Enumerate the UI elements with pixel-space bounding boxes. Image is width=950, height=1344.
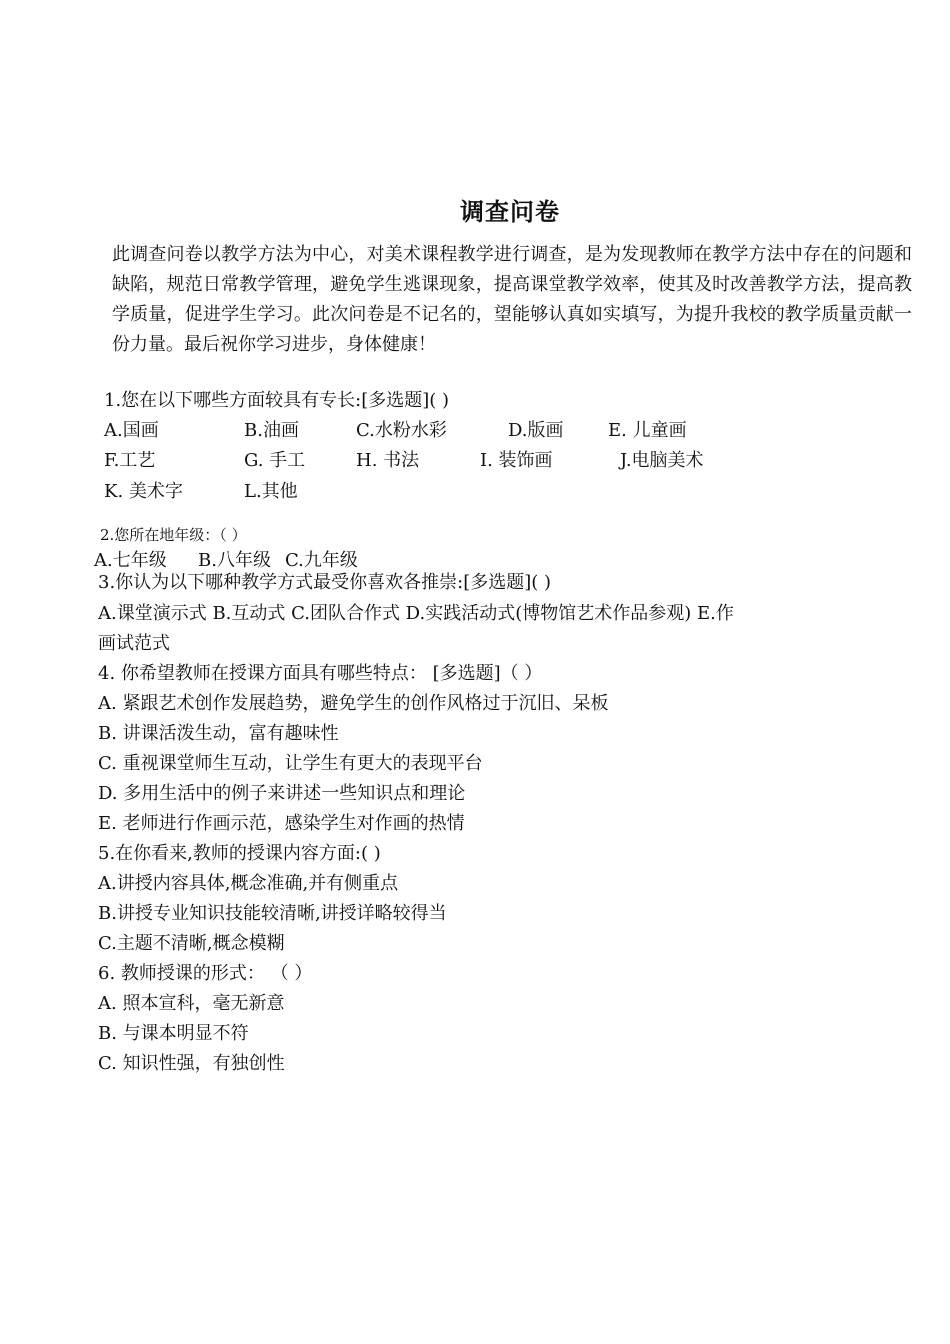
q1-option-g: G. 手工 — [244, 450, 306, 471]
intro-paragraph: 此调查问卷以教学方法为中心，对美术课程教学进行调查，是为发现教师在教学方法中存在的问题和缺陷，规范日常教学管理，避免学生逃课现象，提高课堂教学效率，使其及时改善教学方法，提高教学质量，促进学生学习。此次问卷是不记名的，望能够认真如实填写，为提升我校的教学质量贡献一份力量。最后祝你学习进步，身体健康！ — [112, 244, 912, 355]
question-6: 6. 教师授课的形式： （ ） — [98, 963, 313, 984]
question-2: 2.您所在地年级：（ ） — [100, 526, 247, 544]
q1-option-l: L.其他 — [244, 481, 298, 502]
question-1: 1.您在以下哪些方面较具有专长:[多选题]( ) — [104, 390, 450, 411]
question-3: 3.你认为以下哪种教学方式最受你喜欢各推崇:[多选题]( ) — [98, 572, 552, 593]
q1-option-a: A.国画 — [104, 420, 159, 441]
q3-options-line-2: 画试范式 — [98, 633, 170, 654]
q1-option-e: E. 儿童画 — [608, 420, 687, 441]
page-title: 调查问卷 — [460, 197, 560, 226]
q6-option-a: A. 照本宣科，毫无新意 — [98, 993, 285, 1014]
q6-option-c: C. 知识性强，有独创性 — [98, 1053, 285, 1074]
q1-option-k: K. 美术字 — [104, 481, 183, 502]
q6-option-b: B. 与课本明显不符 — [98, 1023, 249, 1044]
q2-option-c: C.九年级 — [285, 550, 358, 571]
q3-options-line-1: A.课堂演示式 B.互动式 C.团队合作式 D.实践活动式(博物馆艺术作品参观) E.作 — [98, 603, 734, 624]
q1-option-h: H. 书法 — [356, 450, 420, 471]
q5-option-c: C.主题不清晰,概念模糊 — [98, 933, 285, 954]
q5-option-a: A.讲授内容具体,概念准确,并有侧重点 — [98, 873, 399, 894]
q1-option-f: F.工艺 — [104, 450, 156, 471]
q2-option-a: A.七年级 — [94, 550, 167, 571]
q4-option-b: B. 讲课活泼生动，富有趣味性 — [98, 723, 339, 744]
q4-option-e: E. 老师进行作画示范，感染学生对作画的热情 — [98, 813, 465, 834]
q4-option-a: A. 紧跟艺术创作发展趋势，避免学生的创作风格过于沉旧、呆板 — [98, 693, 609, 714]
q5-option-b: B.讲授专业知识技能较清晰,讲授详略较得当 — [98, 903, 447, 924]
q4-option-c: C. 重视课堂师生互动，让学生有更大的表现平台 — [98, 753, 483, 774]
question-5: 5.在你看来,教师的授课内容方面:( ) — [98, 843, 381, 864]
q1-option-j: J.电脑美术 — [620, 450, 704, 471]
q1-option-i: I. 装饰画 — [480, 450, 553, 471]
q1-option-b: B.油画 — [244, 420, 299, 441]
q1-option-d: D.版画 — [508, 420, 564, 441]
q1-option-c: C.水粉水彩 — [356, 420, 447, 441]
q2-option-b: B.八年级 — [198, 550, 271, 571]
q4-option-d: D. 多用生活中的例子来讲述一些知识点和理论 — [98, 783, 466, 804]
question-4: 4. 你希望教师在授课方面具有哪些特点： [多选题]（ ） — [98, 663, 543, 684]
